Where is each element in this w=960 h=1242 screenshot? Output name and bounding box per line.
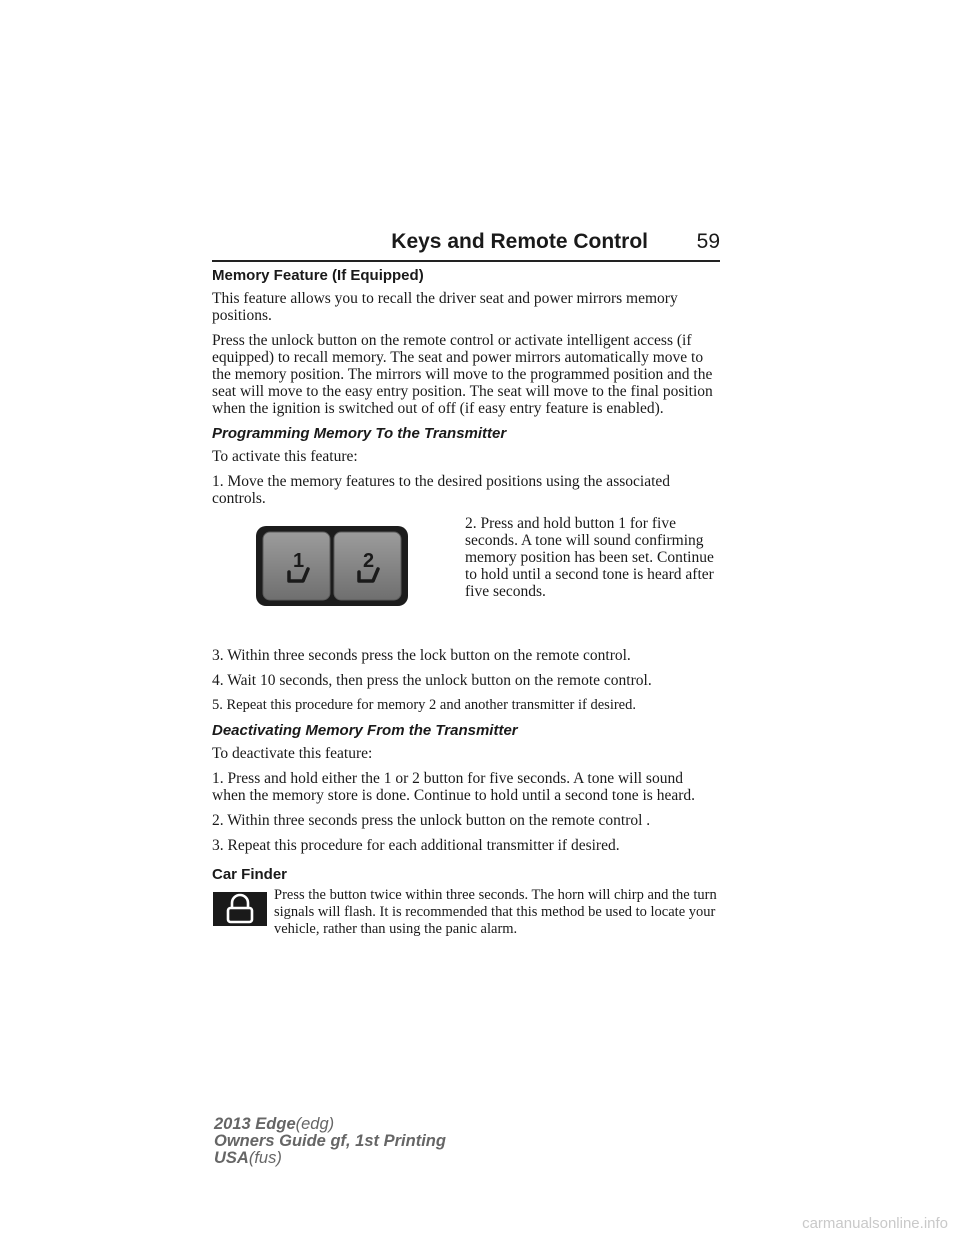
footer-line-market [214,1150,446,1167]
programming-step-1: 1. Move the memory features to the desired positions using the associated controls. [212,473,671,507]
page-content [212,267,720,949]
memory-button-2-label: 2 [363,550,375,572]
memory-feature-paragraph-2: Press the unlock button on the remote control or activate intelligent access (if equipped) to recall memory. The seat and power mirrors automatically move to the memory position. The mirrors will move to the programmed position and the seat will move to the easy entry position. The seat will move to the final position when the ignition is switched out of off (if easy entry feature is enabled). [212,332,713,417]
watermark: carmanualsonline.info [802,1215,948,1232]
page-header [212,230,720,260]
lock-icon [213,892,267,926]
page-number: 59 [696,230,720,253]
footer-model: 2013 Edge [214,1115,296,1133]
memory-feature-heading: Memory Feature (If Equipped) [212,267,424,284]
lock-icon-box [213,892,267,926]
header-divider [212,260,720,262]
memory-button-1-label: 1 [293,550,305,572]
programming-step-4: 4. Wait 10 seconds, then press the unlock button on the remote control. [212,672,652,689]
footer-market-code: (fus) [248,1149,282,1167]
page-footer [214,1116,446,1167]
deactivating-step-3: 3. Repeat this procedure for each additional transmitter if desired. [212,837,620,854]
programming-step-2: 2. Press and hold button 1 for five seconds. A tone will sound confirming memory position has been set. Continue to hold until a second tone is heard after five seconds. [465,515,714,600]
car-finder-row [212,887,720,949]
section-title: Keys and Remote Control [391,230,648,253]
footer-model-code: (edg) [295,1115,335,1133]
car-finder-text: Press the button twice within three seconds. The horn will chirp and the turn signals will flash. It is recommended that this method be used to locate your vehicle, rather than using the panic alarm. [274,887,717,937]
footer-line-model [214,1116,446,1133]
footer-guide: Owners Guide gf, 1st Printing [214,1132,446,1150]
programming-step-5: 5. Repeat this procedure for memory 2 and another transmitter if desired. [212,697,636,713]
programming-intro: To activate this feature: [212,448,358,465]
deactivating-step-1: 1. Press and hold either the 1 or 2 button for five seconds. A tone will sound when the memory store is done. Continue to hold until a second tone is heard. [212,770,695,804]
deactivating-step-2: 2. Within three seconds press the unlock button on the remote control . [212,812,651,829]
seat-memory-buttons-icon [255,525,409,607]
programming-step-3: 3. Within three seconds press the lock button on the remote control. [212,647,631,664]
deactivating-intro: To deactivate this feature: [212,745,373,762]
deactivating-heading: Deactivating Memory From the Transmitter [212,722,518,739]
programming-heading: Programming Memory To the Transmitter [212,425,507,442]
memory-feature-paragraph-1: This feature allows you to recall the driver seat and power mirrors memory positions. [212,290,678,324]
car-finder-heading: Car Finder [212,866,288,883]
footer-market: USA [214,1149,249,1167]
programming-figure-row [212,515,720,639]
